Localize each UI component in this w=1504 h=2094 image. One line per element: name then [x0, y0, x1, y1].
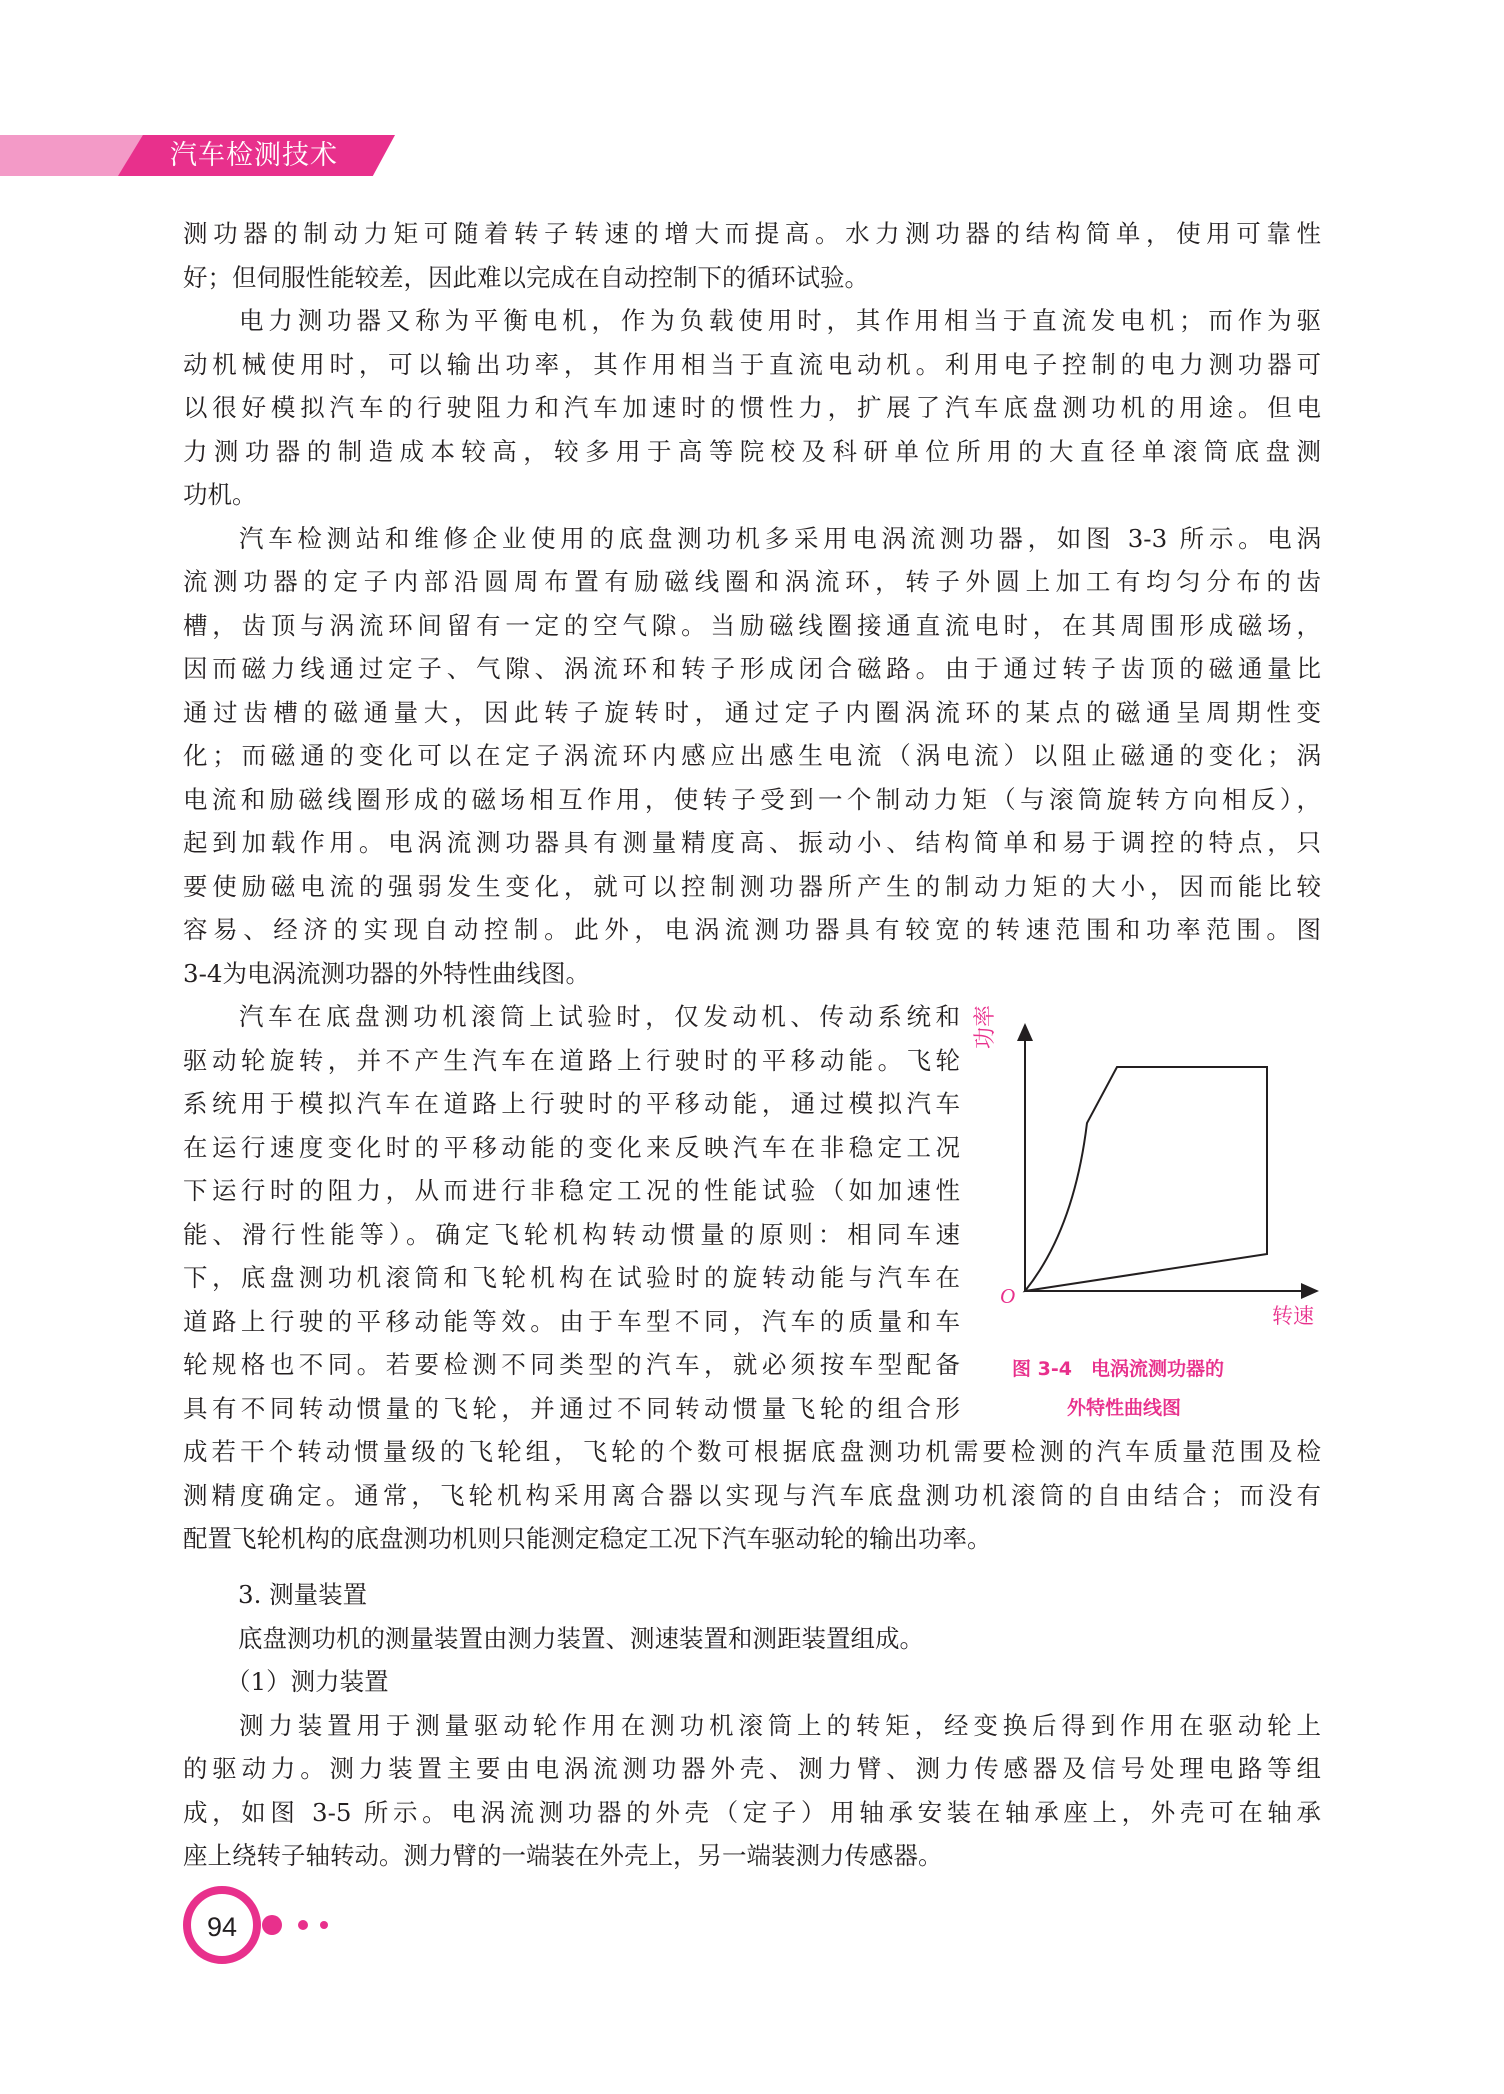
- figure-caption-continued: 外特性曲线图: [1067, 1397, 1182, 1419]
- paragraph-line: 下，底盘测功机滚筒和飞轮机构在试验时的旋转动能与汽车在: [183, 1263, 960, 1292]
- paragraph-line: 底盘测功机的测量装置由测力装置、测速装置和测距装置组成。: [238, 1624, 924, 1653]
- paragraph-line: 具有不同转动惯量的飞轮，并通过不同转动惯量飞轮的组合形: [183, 1394, 960, 1423]
- paragraph-line: 下运行时的阻力，从而进行非稳定工况的性能试验（如加速性: [183, 1176, 960, 1205]
- decorative-dot: [262, 1915, 282, 1935]
- paragraph-line: 轮规格也不同。若要检测不同类型的汽车，就必须按车型配备: [183, 1350, 960, 1379]
- paragraph-line: 系统用于模拟汽车在道路上行驶时的平移动能，通过模拟汽车: [183, 1089, 960, 1118]
- paragraph-line: 因而磁力线通过定子、气隙、涡流环和转子形成闭合磁路。由于通过转子齿顶的磁通量比: [183, 654, 1321, 683]
- paragraph-line: 汽车在底盘测功机滚筒上试验时，仅发动机、传动系统和: [239, 1002, 960, 1031]
- paragraph-line: 好；但伺服性能较差，因此难以完成在自动控制下的循环试验。: [183, 263, 869, 292]
- paragraph-line: 测功器的制动力矩可随着转子转速的增大而提高。水力测功器的结构简单，使用可靠性: [183, 219, 1321, 248]
- section-heading: 3. 测量装置: [238, 1580, 368, 1609]
- paragraph-line: 电流和励磁线圈形成的磁场相互作用，使转子受到一个制动力矩（与滚筒旋转方向相反），: [183, 785, 1321, 814]
- figure-caption: 图 3-4 电涡流测功器的: [1012, 1358, 1224, 1380]
- paragraph-line: 测精度确定。通常，飞轮机构采用离合器以实现与汽车底盘测功机滚筒的自由结合；而没有: [183, 1481, 1321, 1510]
- paragraph-line: 化；而磁通的变化可以在定子涡流环内感应出感生电流（涡电流）以阻止磁通的变化；涡: [183, 741, 1321, 770]
- paragraph-line: 功机。: [183, 480, 257, 509]
- page-number: 94: [206, 1912, 238, 1942]
- paragraph-line: 测力装置用于测量驱动轮作用在测功机滚筒上的转矩，经变换后得到作用在驱动轮上: [239, 1711, 1321, 1740]
- paragraph-line: 槽，齿顶与涡流环间留有一定的空气隙。当励磁线圈接通直流电时，在其周围形成磁场，: [183, 611, 1321, 640]
- paragraph-line: 要使励磁电流的强弱发生变化，就可以控制测功器所产生的制动力矩的大小，因而能比较: [183, 872, 1321, 901]
- paragraph-line: 容易、经济的实现自动控制。此外，电涡流测功器具有较宽的转速范围和功率范围。图: [183, 915, 1321, 944]
- origin-label: O: [1000, 1284, 1016, 1308]
- paragraph-line: 以很好模拟汽车的行驶阻力和汽车加速时的惯性力，扩展了汽车底盘测功机的用途。但电: [183, 393, 1321, 422]
- characteristic-curve: [1025, 1067, 1267, 1291]
- book-title: 汽车检测技术: [170, 140, 338, 171]
- y-axis-label: 功率: [973, 1004, 998, 1049]
- subsection-heading: （1）测力装置: [226, 1667, 389, 1696]
- paragraph-line: 流测功器的定子内部沿圆周布置有励磁线圈和涡流环，转子外圆上加工有均匀分布的齿: [183, 567, 1321, 596]
- figure-3-4: [973, 1004, 1327, 1345]
- paragraph-line: 配置飞轮机构的底盘测功机则只能测定稳定工况下汽车驱动轮的输出功率。: [183, 1524, 992, 1553]
- paragraph-line: 3-4为电涡流测功器的外特性曲线图。: [183, 959, 590, 988]
- decorative-dot: [320, 1921, 328, 1929]
- paragraph-line: 在运行速度变化时的平移动能的变化来反映汽车在非稳定工况: [183, 1133, 960, 1162]
- paragraph-line: 成若干个转动惯量级的飞轮组，飞轮的个数可根据底盘测功机需要检测的汽车质量范围及检: [183, 1437, 1321, 1466]
- characteristic-curve-diagram: [973, 1004, 1327, 1345]
- paragraph-line: 驱动轮旋转，并不产生汽车在道路上行驶时的平移动能。飞轮: [183, 1046, 960, 1075]
- paragraph-line: 电力测功器又称为平衡电机，作为负载使用时，其作用相当于直流发电机；而作为驱: [239, 306, 1321, 335]
- decorative-dot: [298, 1920, 308, 1930]
- paragraph-line: 动机械使用时，可以输出功率，其作用相当于直流电动机。利用电子控制的电力测功器可: [183, 350, 1321, 379]
- paragraph-line: 能、滑行性能等）。确定飞轮机构转动惯量的原则：相同车速: [183, 1220, 960, 1249]
- paragraph-line: 道路上行驶的平移动能等效。由于车型不同，汽车的质量和车: [183, 1307, 960, 1336]
- x-axis-label: 转速: [1272, 1304, 1314, 1328]
- paragraph-line: 起到加载作用。电涡流测功器具有测量精度高、振动小、结构简单和易于调控的特点，只: [183, 828, 1321, 857]
- paragraph-line: 座上绕转子轴转动。测力臂的一端装在外壳上，另一端装测力传感器。: [183, 1841, 943, 1870]
- paragraph-line: 通过齿槽的磁通量大，因此转子旋转时，通过定子内圈涡流环的某点的磁通呈周期性变: [183, 698, 1321, 727]
- paragraph-line: 的驱动力。测力装置主要由电涡流测功器外壳、测力臂、测力传感器及信号处理电路等组: [183, 1754, 1321, 1783]
- paragraph-line: 汽车检测站和维修企业使用的底盘测功机多采用电涡流测功器，如图 3-3 所示。电涡: [239, 524, 1321, 553]
- paragraph-line: 力测功器的制造成本较高，较多用于高等院校及科研单位所用的大直径单滚筒底盘测: [183, 437, 1321, 466]
- paragraph-line: 成，如图 3-5 所示。电涡流测功器的外壳（定子）用轴承安装在轴承座上，外壳可在轴承: [183, 1798, 1321, 1827]
